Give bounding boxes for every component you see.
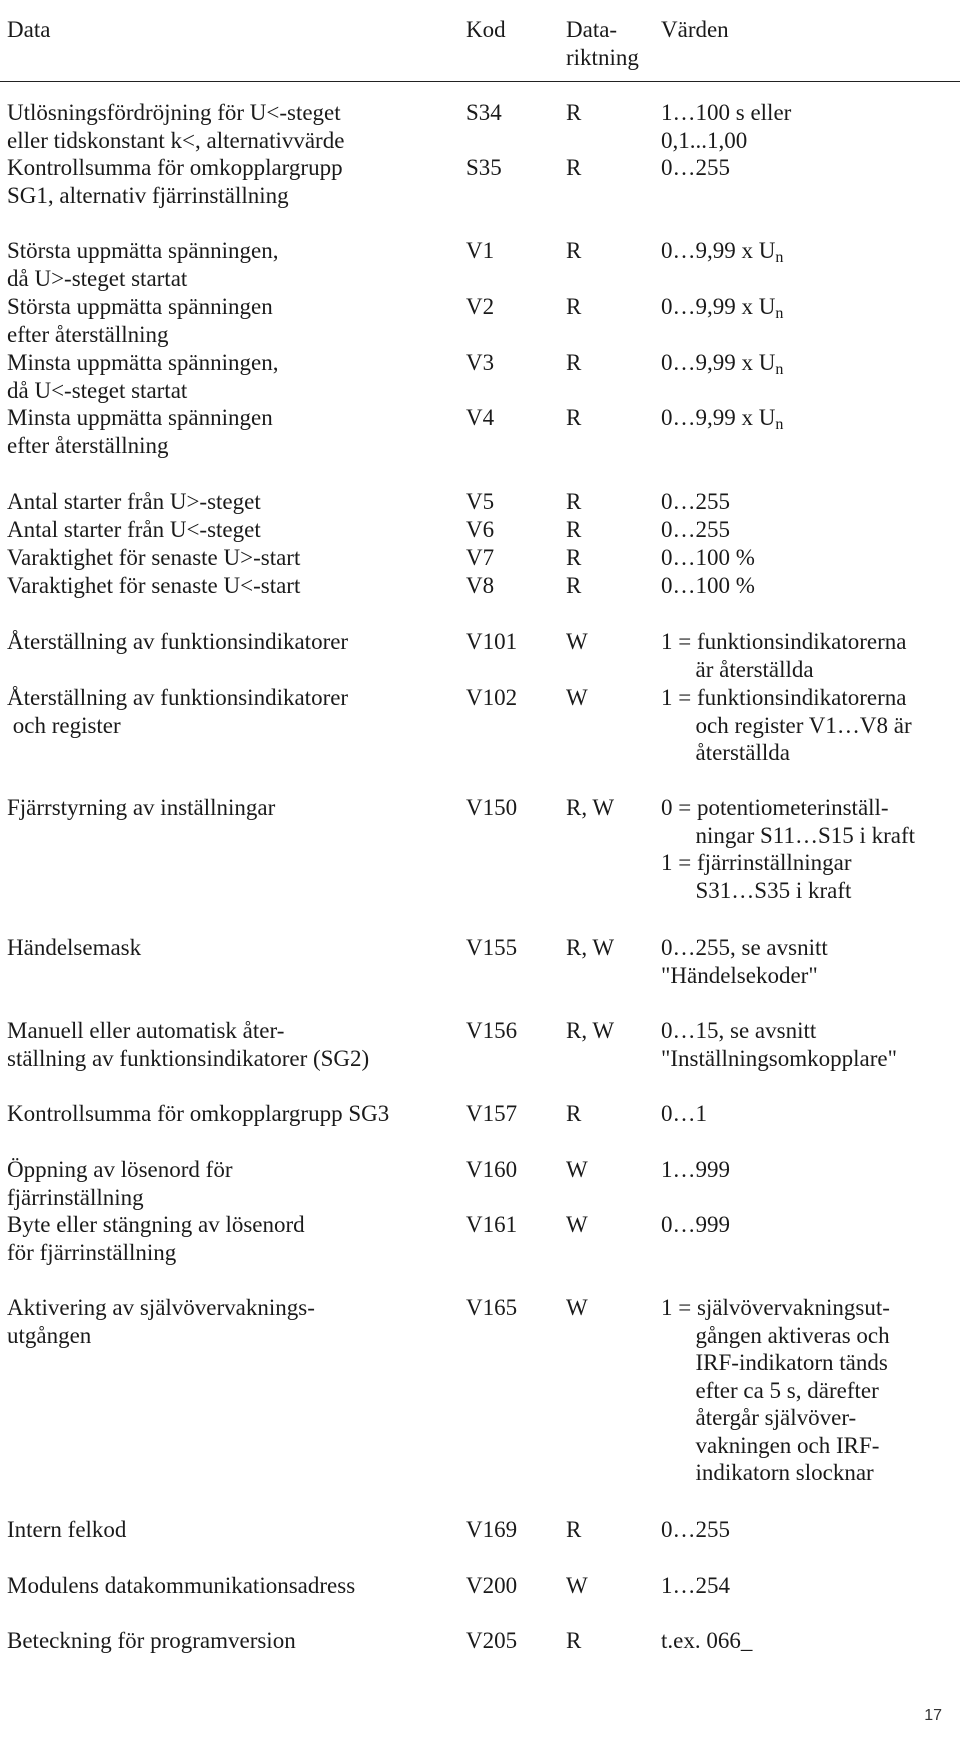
values-subscript: n — [775, 249, 784, 267]
row-code: V5 — [466, 489, 495, 514]
row-data: Fjärrstyrning av inställningar — [7, 795, 276, 820]
values-subscript: n — [775, 416, 784, 434]
row-data: Återställning av funktionsindikatorer — [7, 629, 349, 654]
row-values: 0…255 — [661, 489, 730, 514]
row-data: Utlösningsfördröjning för U<-steget eller tidskonstant k<, alternativvärde — [7, 100, 345, 153]
row-values — [661, 349, 783, 384]
row-direction: R — [566, 517, 582, 542]
header-rule — [0, 81, 960, 82]
row-direction: W — [566, 1295, 588, 1320]
row-data: Händelsemask — [7, 935, 142, 960]
row-data: Återställning av funktionsindikatorer och register — [7, 685, 349, 738]
row-code: V102 — [466, 685, 518, 710]
row-values: 0…255 — [661, 155, 730, 180]
row-values — [661, 237, 783, 272]
row-code: V161 — [466, 1212, 518, 1237]
row-data: Varaktighet för senaste U<-start — [7, 573, 301, 598]
row-data: Största uppmätta spänningen, då U>-steget startat — [7, 238, 279, 291]
row-values: 1…100 s eller 0,1...1,00 — [661, 100, 792, 153]
row-values: 0 = potentiometerinställ- ningar S11…S15 i kraft 1 = fjärrinställningar S31…S35 i kraft — [661, 795, 916, 903]
values-subscript: n — [775, 305, 784, 323]
row-data: Antal starter från U<-steget — [7, 517, 261, 542]
row-values: 1 = funktionsindikatorerna är återställda — [661, 629, 907, 682]
row-direction: R — [566, 489, 582, 514]
row-code: V4 — [466, 405, 495, 430]
row-code: S34 — [466, 100, 502, 125]
header-direction: Data- riktning — [566, 17, 639, 70]
row-data: Intern felkod — [7, 1517, 127, 1542]
row-direction: R — [566, 155, 582, 180]
row-data: Byte eller stängning av lösenord för fjärrinställning — [7, 1212, 305, 1265]
row-values: 0…255 — [661, 1517, 730, 1542]
row-code: V8 — [466, 573, 495, 598]
row-values: 1…999 — [661, 1157, 730, 1182]
row-data: Kontrollsumma för omkopplargrupp SG1, alternativ fjärrinställning — [7, 155, 343, 208]
row-data: Varaktighet för senaste U>-start — [7, 545, 301, 570]
row-direction: R — [566, 100, 582, 125]
values-text: 0…9,99 x U — [661, 238, 776, 263]
row-values — [661, 404, 783, 439]
row-values: 0…100 % — [661, 573, 755, 598]
values-text: 0…9,99 x U — [661, 350, 776, 375]
row-code: V7 — [466, 545, 495, 570]
row-direction: R — [566, 294, 582, 319]
row-direction: R — [566, 350, 582, 375]
row-data: Kontrollsumma för omkopplargrupp SG3 — [7, 1101, 390, 1126]
row-values: 0…255, se avsnitt "Händelsekoder" — [661, 935, 828, 988]
header-code: Kod — [466, 17, 506, 42]
row-data: Öppning av lösenord för fjärrinställning — [7, 1157, 233, 1210]
row-values: 1…254 — [661, 1573, 730, 1598]
header-values: Värden — [661, 17, 729, 42]
row-code: V101 — [466, 629, 518, 654]
row-direction: R — [566, 405, 582, 430]
row-direction: R — [566, 1517, 582, 1542]
row-code: V3 — [466, 350, 495, 375]
values-text: 0…9,99 x U — [661, 405, 776, 430]
row-code: S35 — [466, 155, 502, 180]
row-values: 1 = självövervakningsut- gången aktiveras och IRF-indikatorn tänds efter ca 5 s, därefter återgår självöver- vakningen och IRF- indikatorn slocknar — [661, 1295, 890, 1485]
row-direction: W — [566, 1573, 588, 1598]
row-direction: W — [566, 1157, 588, 1182]
row-values: t.ex. 066_ — [661, 1628, 753, 1653]
row-data: Minsta uppmätta spänningen efter återställning — [7, 405, 273, 458]
row-values: 0…999 — [661, 1212, 730, 1237]
row-direction: W — [566, 685, 588, 710]
row-values — [661, 293, 783, 328]
row-code: V157 — [466, 1101, 518, 1126]
row-values: 0…100 % — [661, 545, 755, 570]
row-direction: R — [566, 1628, 582, 1653]
row-direction: R, W — [566, 935, 615, 960]
row-values: 1 = funktionsindikatorerna och register V1…V8 är återställda — [661, 685, 912, 765]
row-code: V155 — [466, 935, 518, 960]
row-values: 0…255 — [661, 517, 730, 542]
row-data: Antal starter från U>-steget — [7, 489, 261, 514]
row-direction: R — [566, 1101, 582, 1126]
values-subscript: n — [775, 361, 784, 379]
row-data: Beteckning för programversion — [7, 1628, 296, 1653]
row-code: V6 — [466, 517, 495, 542]
row-code: V156 — [466, 1018, 518, 1043]
row-direction: R — [566, 545, 582, 570]
row-data: Minsta uppmätta spänningen, då U<-steget startat — [7, 350, 279, 403]
row-data: Modulens datakommunikationsadress — [7, 1573, 356, 1598]
header-data: Data — [7, 17, 51, 42]
row-direction: R, W — [566, 1018, 615, 1043]
row-code: V165 — [466, 1295, 518, 1320]
row-code: V200 — [466, 1573, 518, 1598]
row-code: V169 — [466, 1517, 518, 1542]
row-code: V2 — [466, 294, 495, 319]
row-code: V205 — [466, 1628, 518, 1653]
row-values: 0…15, se avsnitt "Inställningsomkopplare" — [661, 1018, 897, 1071]
row-direction: W — [566, 629, 588, 654]
row-direction: W — [566, 1212, 588, 1237]
page-number: 17 — [924, 1707, 942, 1724]
row-direction: R — [566, 573, 582, 598]
row-direction: R — [566, 238, 582, 263]
values-text: 0…9,99 x U — [661, 294, 776, 319]
row-code: V160 — [466, 1157, 518, 1182]
row-data: Aktivering av självövervaknings- utgången — [7, 1295, 315, 1348]
row-code: V1 — [466, 238, 495, 263]
row-code: V150 — [466, 795, 518, 820]
row-data: Manuell eller automatisk åter- ställning av funktionsindikatorer (SG2) — [7, 1018, 370, 1071]
row-values: 0…1 — [661, 1101, 707, 1126]
row-data: Största uppmätta spänningen efter återställning — [7, 294, 273, 347]
row-direction: R, W — [566, 795, 615, 820]
